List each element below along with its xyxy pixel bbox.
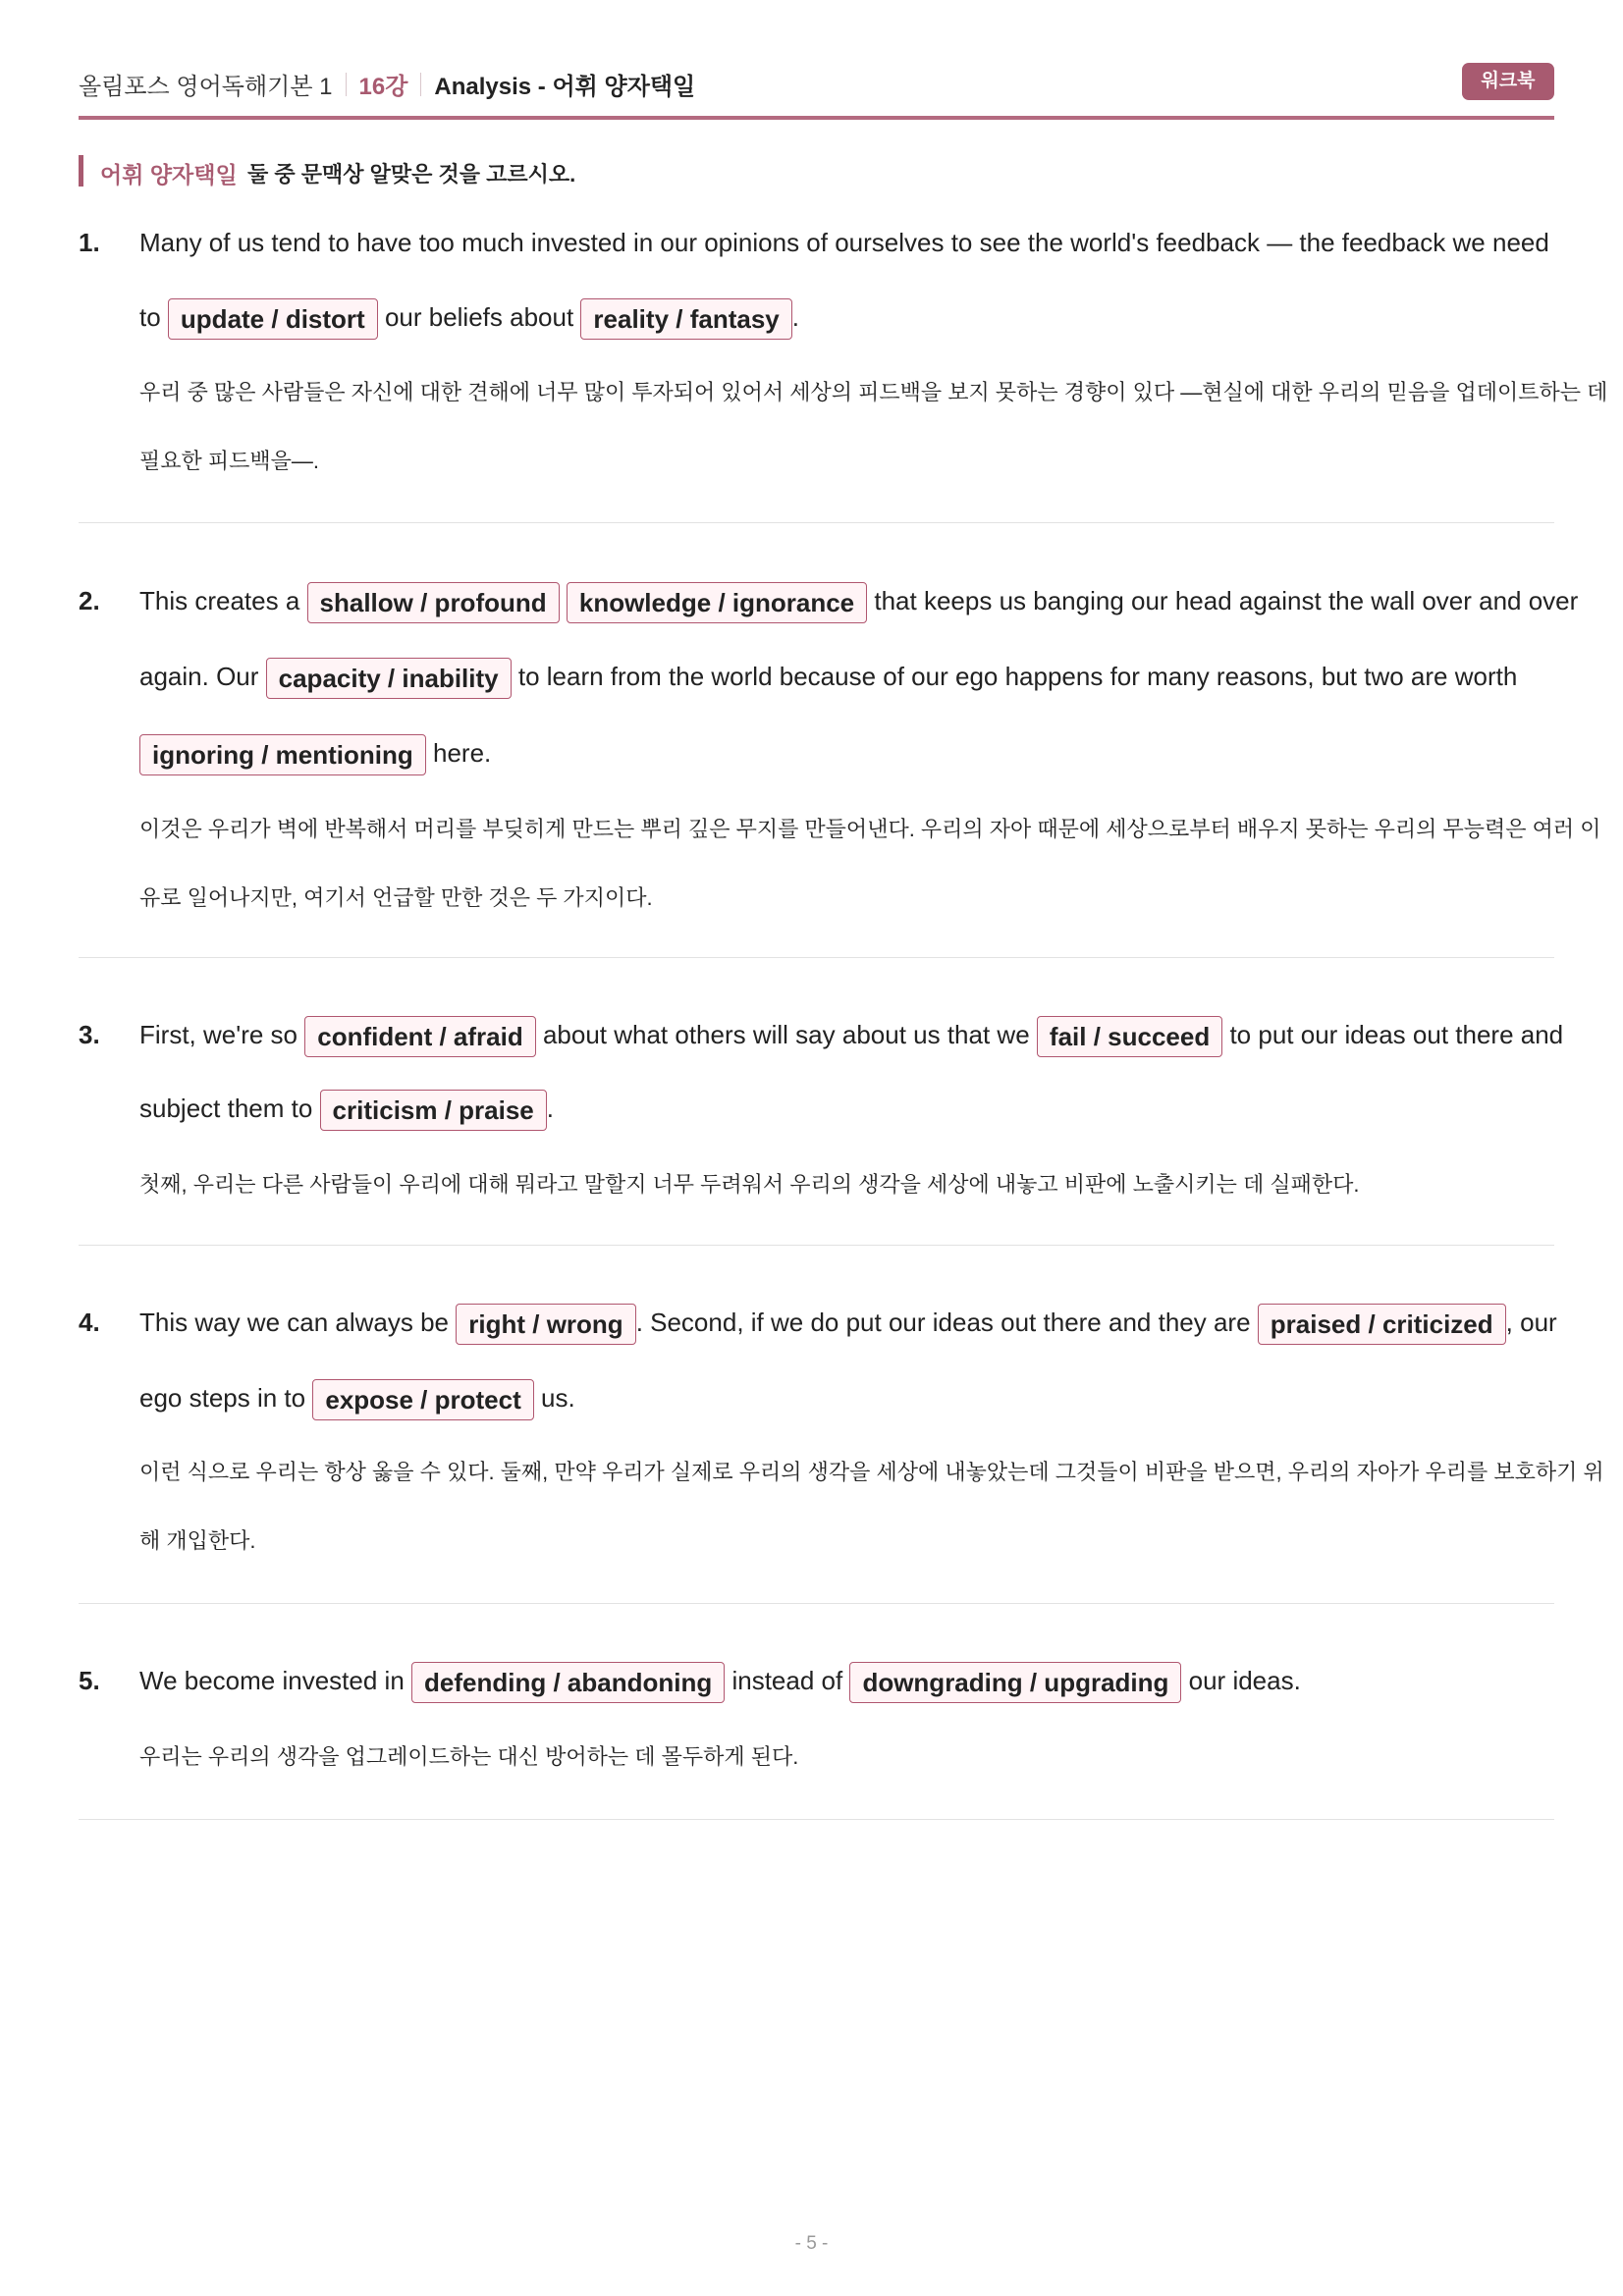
question-line: [139, 1087, 554, 1131]
header-breadcrumb: [79, 67, 695, 101]
header-rule: [79, 116, 1554, 120]
choice-box[interactable]: reality / fantasy: [580, 298, 791, 340]
workbook-badge: 워크북: [1462, 63, 1554, 100]
question-divider: [79, 1603, 1554, 1604]
header-separator: [420, 73, 421, 96]
question-text: ego steps in to: [139, 1383, 306, 1413]
choice-box[interactable]: ignoring / mentioning: [139, 734, 426, 775]
question-number: 5.: [79, 1666, 100, 1695]
question-line: [139, 579, 1578, 623]
question-text: .: [546, 1094, 555, 1123]
question-text: that keeps us banging our head against the wall over and over: [874, 586, 1579, 615]
question-number: 3.: [79, 1020, 100, 1049]
translation-line: 이것은 우리가 벽에 반복해서 머리를 부딪히게 만드는 뿌리 깊은 무지를 만들어낸다. 우리의 자아 때문에 세상으로부터 배우지 못하는 우리의 무능력은 여러 이: [139, 817, 1601, 841]
choice-box[interactable]: update / distort: [168, 298, 378, 340]
page-number: - 5 -: [794, 2233, 829, 2254]
analysis-title: Analysis - 어휘 양자택일: [434, 74, 696, 100]
question-divider: [79, 957, 1554, 958]
translation-line: 첫째, 우리는 다른 사람들이 우리에 대해 뭐라고 말할지 너무 두려워서 우리의 생각을 세상에 내놓고 비판에 노출시키는 데 실패한다.: [139, 1172, 1360, 1197]
question-text: We become invested in: [139, 1666, 405, 1695]
choice-box[interactable]: right / wrong: [456, 1304, 635, 1345]
header-separator: [346, 73, 347, 96]
question-text: here.: [432, 738, 492, 768]
translation-line: 우리는 우리의 생각을 업그레이드하는 대신 방어하는 데 몰두하게 된다.: [139, 1744, 799, 1769]
question-line: [139, 731, 491, 775]
section-accent-bar: [79, 155, 83, 187]
lesson-number: 16강: [358, 74, 408, 100]
question-text: subject them to: [139, 1094, 313, 1123]
question-line: [139, 221, 1549, 264]
question-text: .: [791, 302, 799, 332]
workbook-page: [79, 0, 1608, 2296]
choice-box[interactable]: expose / protect: [312, 1379, 533, 1420]
question-line: [139, 295, 799, 340]
question-divider: [79, 522, 1554, 523]
question-text: First, we're so: [139, 1020, 298, 1049]
question-text: again. Our: [139, 662, 259, 691]
page-header: [79, 63, 1554, 118]
translation-line: 유로 일어나지만, 여기서 언급할 만한 것은 두 가지이다.: [139, 885, 653, 910]
question-text: to learn from the world because of our ego happens for many reasons, but two are worth: [517, 662, 1518, 691]
choice-box[interactable]: defending / abandoning: [411, 1662, 725, 1703]
question-number: 1.: [79, 228, 100, 257]
question-line: [139, 1376, 575, 1420]
question-line: [139, 1659, 1301, 1703]
question-text: Many of us tend to have too much invested in our opinions of ourselves to see the world's feedback — the feedback we need: [139, 228, 1549, 257]
question-number: 2.: [79, 586, 100, 615]
question-number: 4.: [79, 1308, 100, 1337]
question-text: This way we can always be: [139, 1308, 450, 1337]
question-text: to: [139, 302, 161, 332]
question-line: [139, 1301, 1557, 1345]
question-text: , our: [1505, 1308, 1557, 1337]
question-text: our beliefs about: [384, 302, 574, 332]
choice-box[interactable]: knowledge / ignorance: [567, 582, 867, 623]
translation-line: 이런 식으로 우리는 항상 옳을 수 있다. 둘째, 만약 우리가 실제로 우리의 생각을 세상에 내놓았는데 그것들이 비판을 받으면, 우리의 자아가 우리를 보호하기 위: [139, 1460, 1604, 1484]
question-text: . Second, if we do put our ideas out there and they are: [635, 1308, 1251, 1337]
question-divider: [79, 1819, 1554, 1820]
question-text: about what others will say about us that we: [542, 1020, 1030, 1049]
choice-box[interactable]: shallow / profound: [307, 582, 560, 623]
question-text: instead of: [731, 1666, 843, 1695]
question-text: us.: [541, 1383, 575, 1413]
choice-box[interactable]: downgrading / upgrading: [849, 1662, 1181, 1703]
section-title: 어휘 양자택일: [100, 162, 238, 187]
question-line: [139, 655, 1517, 699]
book-title: 올림포스 영어독해기본 1: [79, 74, 333, 100]
question-divider: [79, 1245, 1554, 1246]
choice-box[interactable]: fail / succeed: [1037, 1016, 1222, 1057]
question-line: [139, 1013, 1563, 1057]
translation-line: 우리 중 많은 사람들은 자신에 대한 견해에 너무 많이 투자되어 있어서 세상의 피드백을 보지 못하는 경향이 있다 —현실에 대한 우리의 믿음을 업데이트하는 데: [139, 380, 1608, 404]
question-text: This creates a: [139, 586, 300, 615]
translation-line: 해 개입한다.: [139, 1528, 256, 1553]
question-text: to put our ideas out there and: [1229, 1020, 1564, 1049]
question-text: our ideas.: [1188, 1666, 1301, 1695]
section-instruction: 둘 중 문맥상 알맞은 것을 고르시오.: [247, 162, 576, 187]
translation-line: 필요한 피드백을—.: [139, 449, 319, 473]
choice-box[interactable]: confident / afraid: [304, 1016, 535, 1057]
choice-box[interactable]: capacity / inability: [266, 658, 512, 699]
choice-box[interactable]: criticism / praise: [320, 1090, 547, 1131]
choice-box[interactable]: praised / criticized: [1258, 1304, 1506, 1345]
